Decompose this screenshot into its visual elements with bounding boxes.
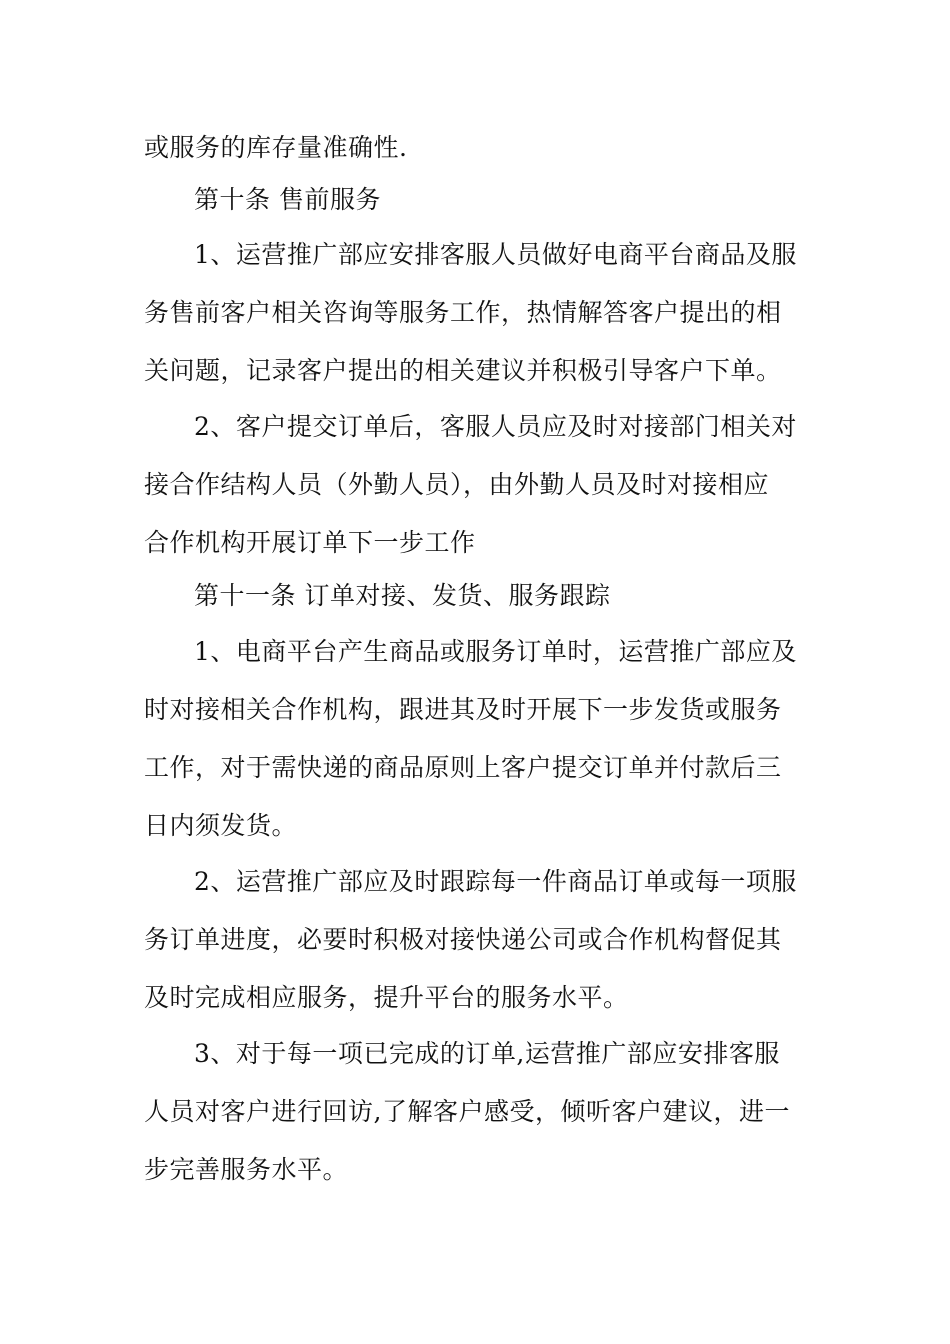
paragraph-line: 2、运营推广部应及时跟踪每一件商品订单或每一项服: [194, 867, 797, 896]
paragraph-line: 步完善服务水平。: [144, 1155, 349, 1184]
paragraph-line: 人员对客户进行回访,了解客户感受，倾听客户建议，进一: [144, 1097, 790, 1126]
paragraph-line: 或服务的库存量准确性.: [144, 133, 408, 162]
paragraph-line: 关问题，记录客户提出的相关建议并积极引导客户下单。: [144, 356, 782, 385]
paragraph-line: 合作机构开展订单下一步工作: [144, 528, 476, 557]
paragraph-line: 及时完成相应服务，提升平台的服务水平。: [144, 983, 629, 1012]
article-heading: 第十一条 订单对接、发货、服务跟踪: [194, 581, 611, 610]
paragraph-line: 2、客户提交订单后，客服人员应及时对接部门相关对: [194, 412, 797, 441]
paragraph-line: 务售前客户相关咨询等服务工作，热情解答客户提出的相: [144, 298, 782, 327]
paragraph-line: 3、对于每一项已完成的订单,运营推广部应安排客服: [194, 1039, 780, 1068]
paragraph-line: 务订单进度，必要时积极对接快递公司或合作机构督促其: [144, 925, 782, 954]
paragraph-line: 时对接相关合作机构，跟进其及时开展下一步发货或服务: [144, 695, 782, 724]
paragraph-line: 1、运营推广部应安排客服人员做好电商平台商品及服: [194, 240, 797, 269]
paragraph-line: 1、电商平台产生商品或服务订单时，运营推广部应及: [194, 637, 797, 666]
paragraph-line: 接合作结构人员（外勤人员），由外勤人员及时对接相应: [144, 470, 770, 499]
paragraph-line: 工作，对于需快递的商品原则上客户提交订单并付款后三: [144, 753, 782, 782]
article-heading: 第十条 售前服务: [194, 185, 381, 214]
paragraph-line: 日内须发货。: [144, 811, 298, 840]
